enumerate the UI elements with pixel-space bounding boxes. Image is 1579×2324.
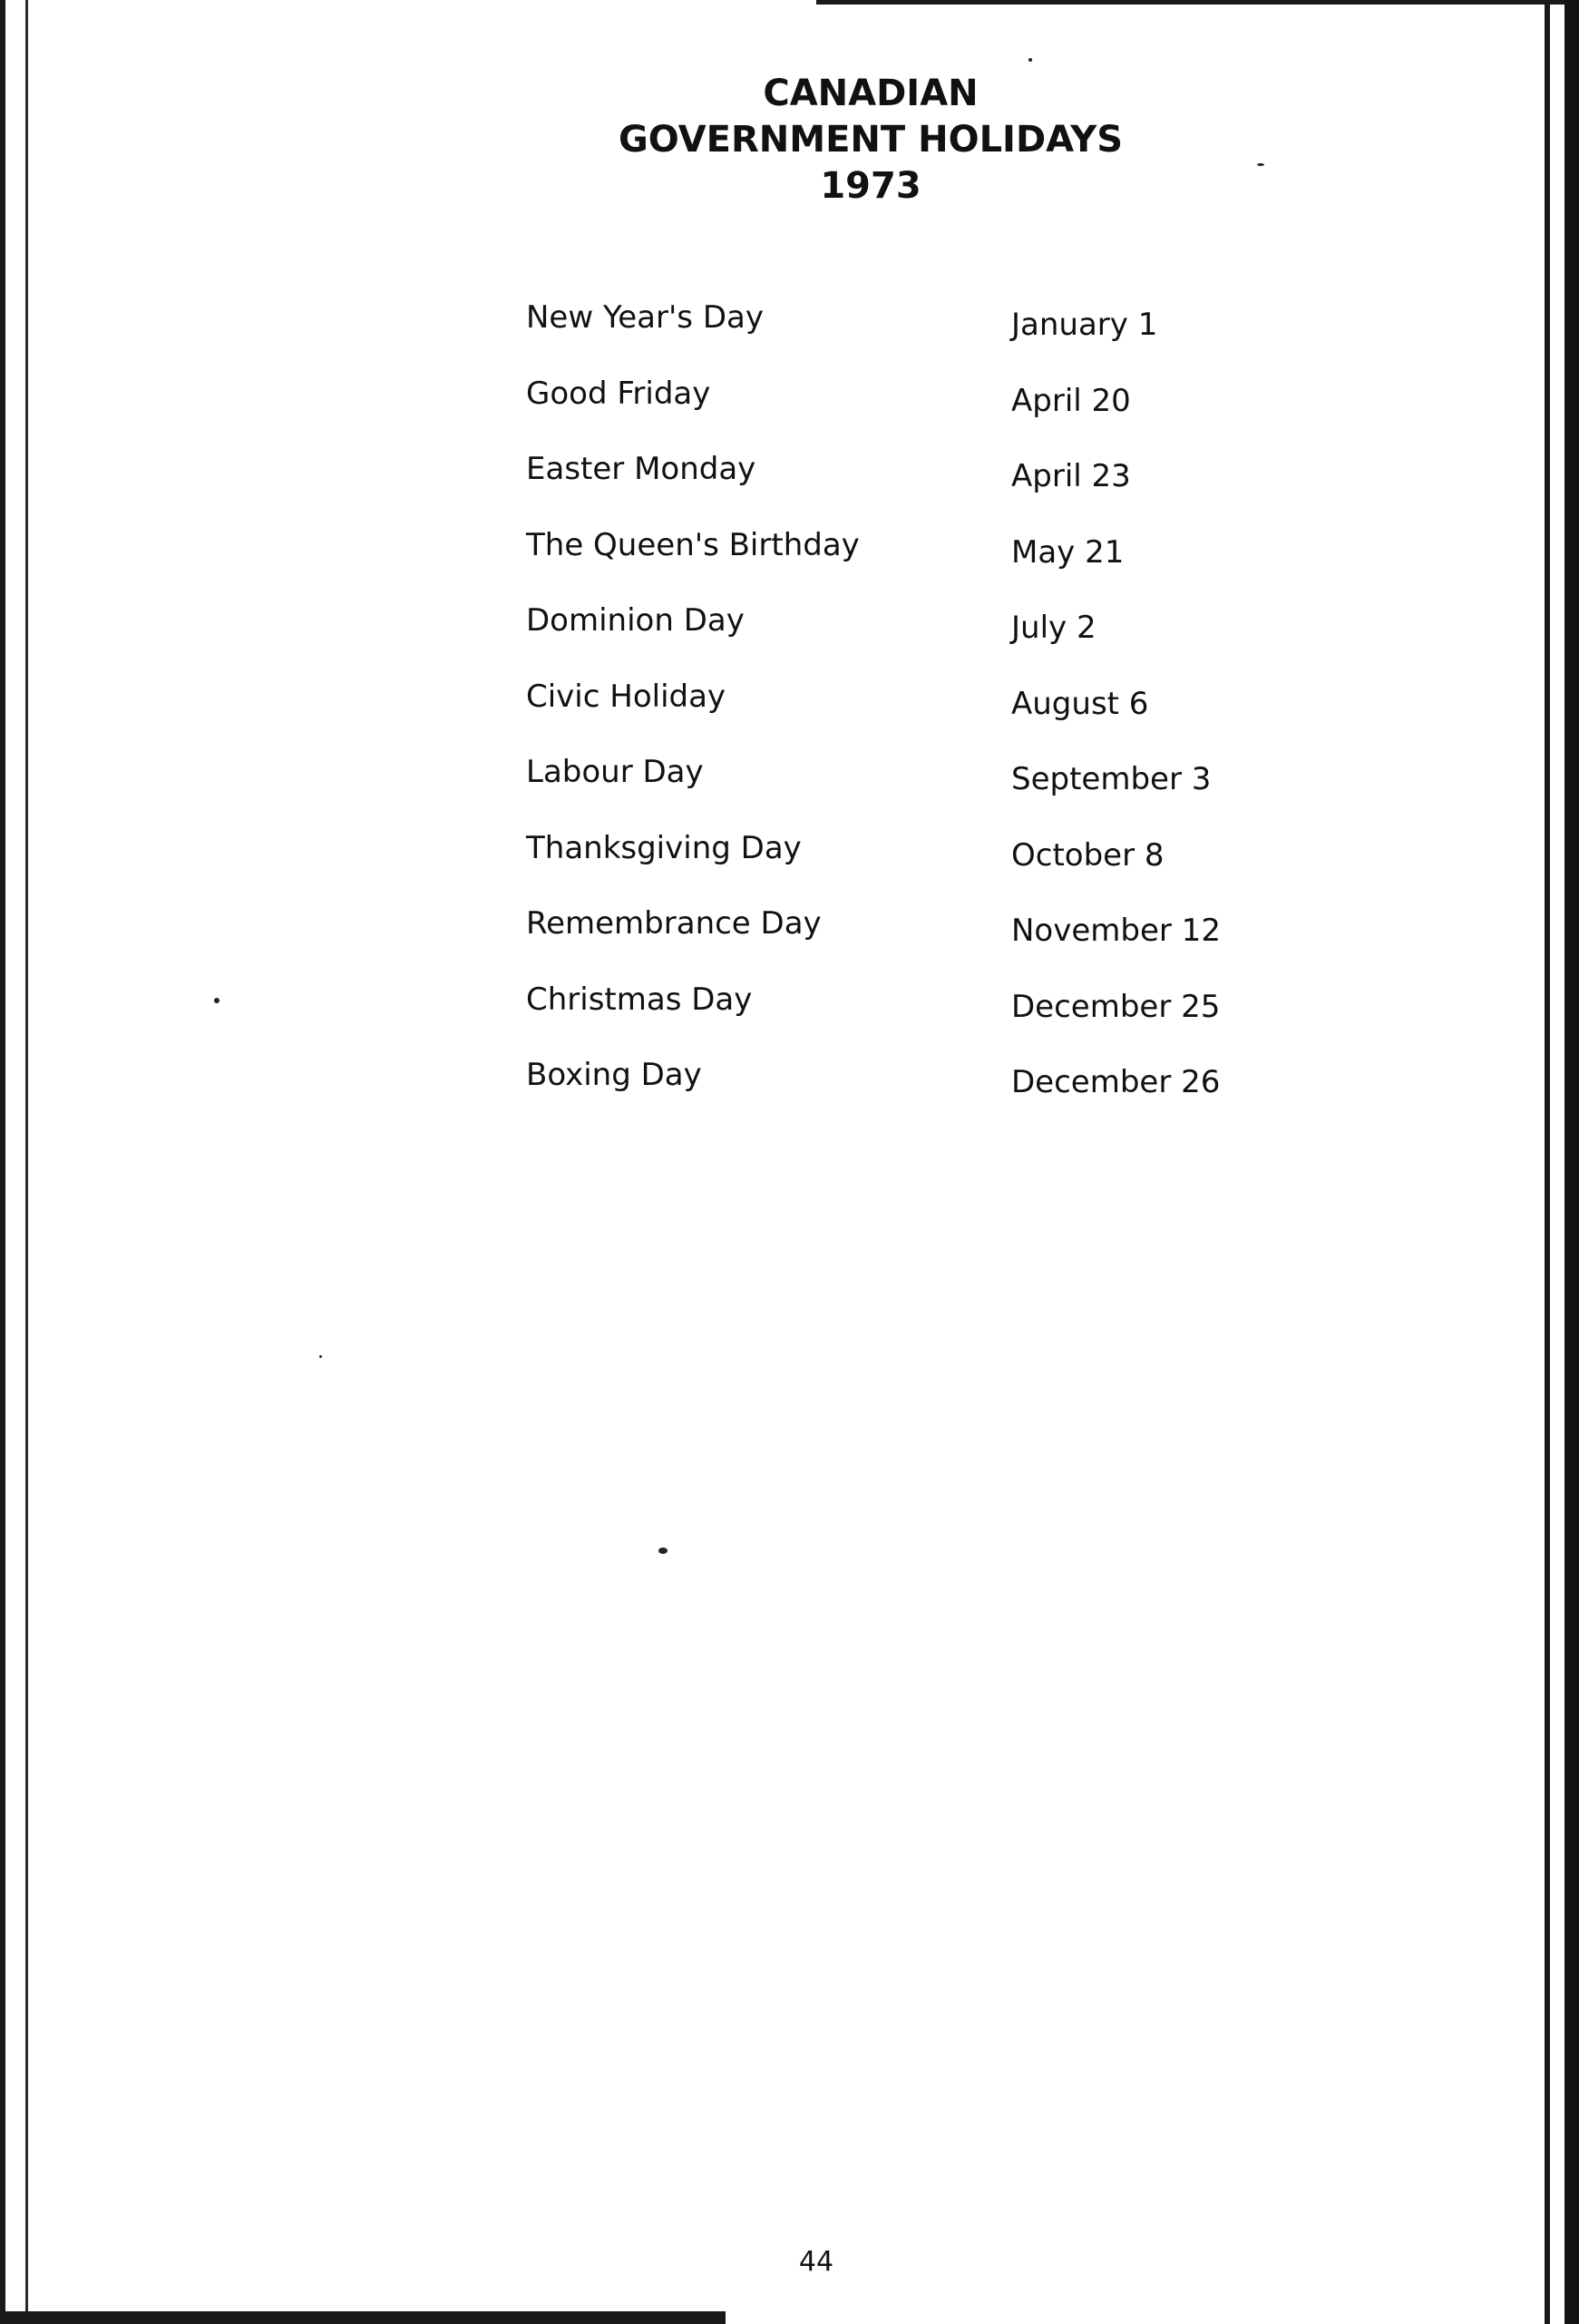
- scan-speck: [1257, 163, 1264, 166]
- scan-border-left: [0, 0, 5, 2324]
- table-row: [526, 747, 1252, 823]
- holiday-date: October 8: [1011, 836, 1165, 874]
- title-line-subject: GOVERNMENT HOLIDAYS: [618, 119, 1124, 161]
- scan-border-left-inner: [25, 0, 28, 2324]
- table-row: [526, 898, 1252, 974]
- holiday-date: September 3: [1011, 761, 1212, 797]
- holiday-table: [526, 292, 1252, 1126]
- holiday-date: April 20: [1011, 382, 1131, 419]
- scan-speck: [319, 1355, 322, 1358]
- holiday-date: July 2: [1011, 610, 1097, 646]
- scan-border-top: [816, 0, 1579, 5]
- page-title: [544, 71, 1197, 210]
- scan-speck: [1028, 58, 1032, 62]
- holiday-name: The Queen's Birthday: [526, 526, 860, 563]
- holiday-name: New Year's Day: [526, 299, 764, 336]
- title-line-country: CANADIAN: [763, 73, 979, 114]
- scan-border-right: [1545, 0, 1550, 2324]
- holiday-date: December 26: [1011, 1064, 1221, 1100]
- holiday-name: Remembrance Day: [526, 905, 822, 942]
- scan-border-bottom: [0, 2311, 726, 2324]
- holiday-date: November 12: [1011, 913, 1221, 949]
- holiday-name: Christmas Day: [526, 981, 753, 1018]
- holiday-name: Easter Monday: [526, 451, 756, 487]
- title-line-year: 1973: [820, 165, 921, 207]
- table-row: [526, 823, 1252, 899]
- table-row: [526, 671, 1252, 747]
- table-row: [526, 292, 1252, 368]
- holiday-name: Labour Day: [526, 754, 704, 790]
- holiday-date: April 23: [1011, 458, 1131, 494]
- table-row: [526, 974, 1252, 1050]
- holiday-date: January 1: [1011, 307, 1158, 343]
- scan-speck: [214, 998, 219, 1003]
- table-row: [526, 1050, 1252, 1126]
- holiday-name: Good Friday: [526, 375, 711, 412]
- table-row: [526, 520, 1252, 596]
- holiday-date: May 21: [1011, 533, 1125, 571]
- holiday-name: Dominion Day: [526, 602, 745, 639]
- table-row: [526, 595, 1252, 671]
- table-row: [526, 368, 1252, 444]
- page-number: 44: [798, 2246, 834, 2278]
- holiday-date: August 6: [1011, 685, 1149, 722]
- holiday-name: Civic Holiday: [526, 678, 726, 715]
- table-row: [526, 444, 1252, 520]
- holiday-date: December 25: [1011, 988, 1221, 1025]
- scan-speck: [658, 1548, 668, 1554]
- scan-border-right-outer: [1564, 0, 1579, 2324]
- holiday-name: Thanksgiving Day: [526, 829, 802, 866]
- holiday-name: Boxing Day: [526, 1057, 702, 1093]
